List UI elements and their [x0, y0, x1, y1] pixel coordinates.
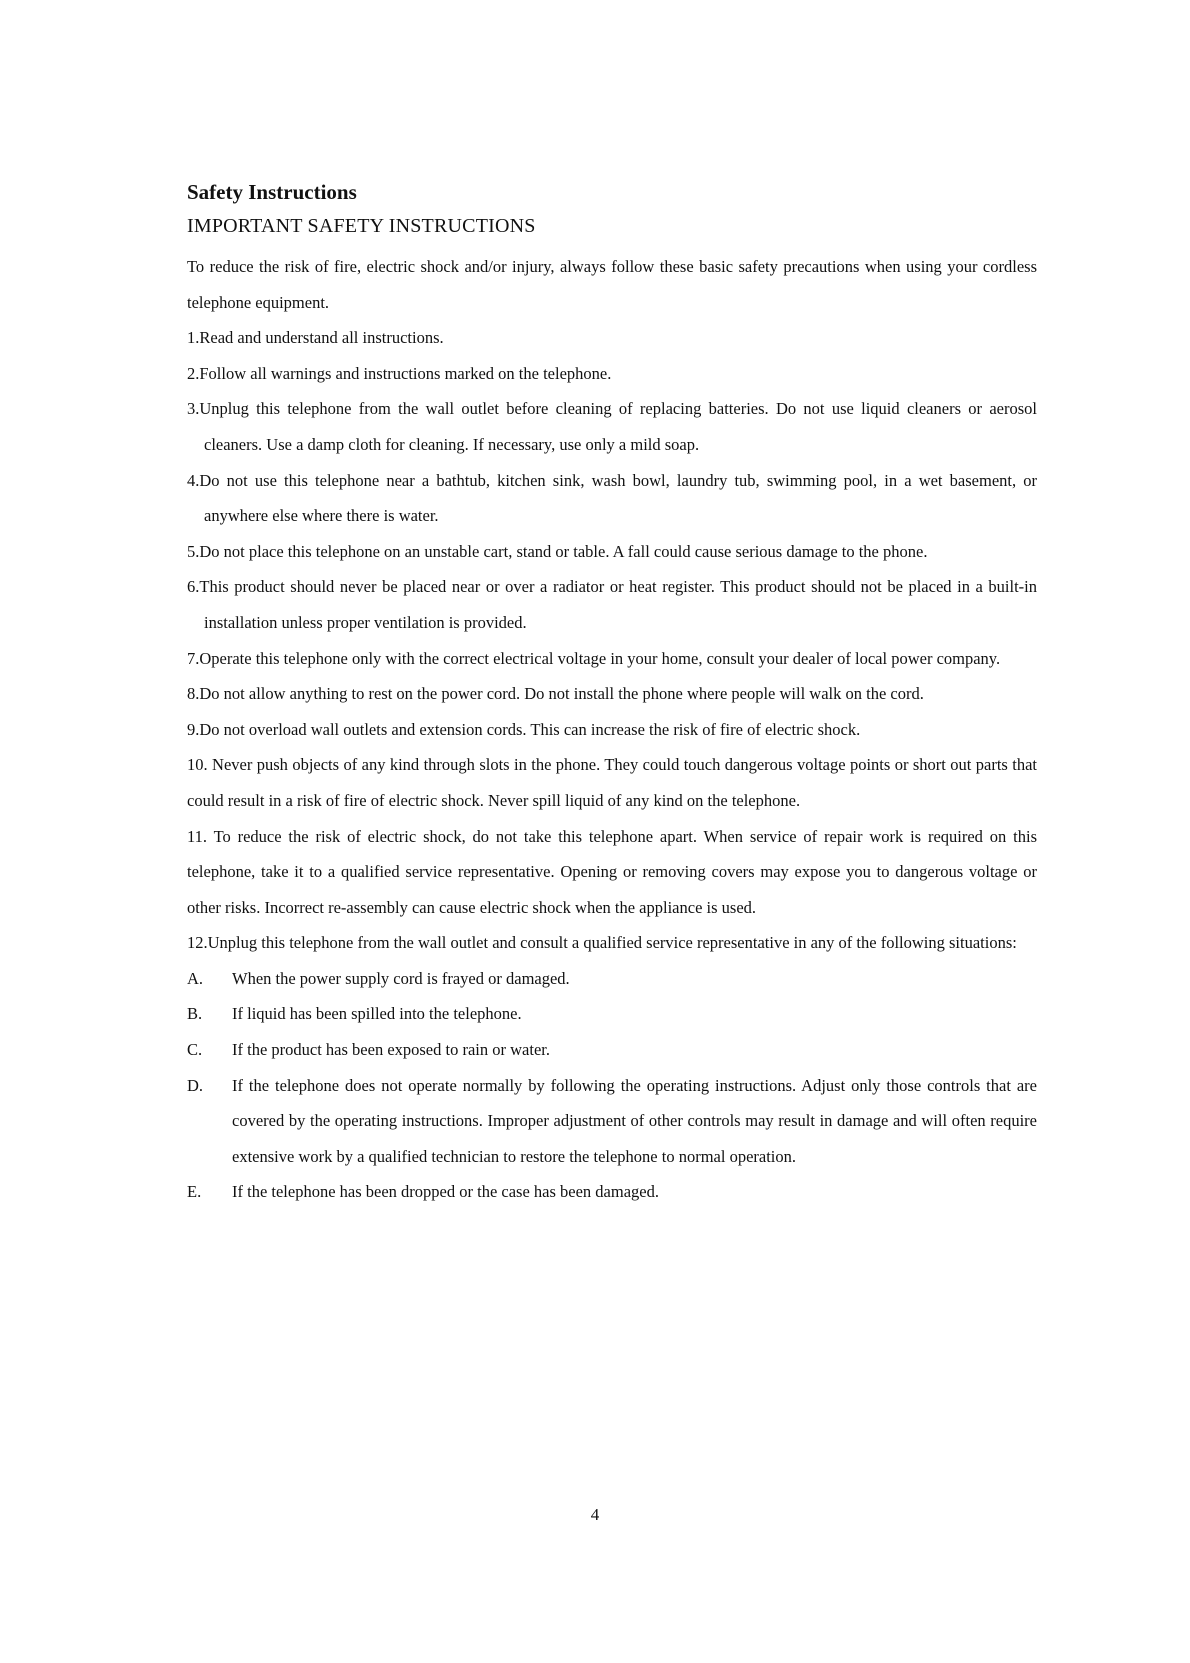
situation-text: If liquid has been spilled into the telephone.	[232, 1004, 522, 1024]
situation-text: If the product has been exposed to rain or water.	[232, 1040, 550, 1060]
situation-text: When the power supply cord is frayed or damaged.	[232, 968, 570, 988]
instruction-paragraph: 12.Unplug this telephone from the wall outlet and consult a qualified service representative in any of the following situations:	[187, 933, 1017, 953]
instruction-item: 4.Do not use this telephone near a bathtub, kitchen sink, wash bowl, laundry tub, swimming pool, in a wet basement, or anywhere else where there is water.	[187, 470, 1037, 526]
instruction-item: 1.Read and understand all instructions.	[187, 328, 444, 348]
instruction-paragraph: 11. To reduce the risk of electric shock, do not take this telephone apart. When service of repair work is required on this telephone, take it to a qualified service representative. Opening or removing covers may expose you to dangerous voltage or other risks. Incorrect re-assembly can cause electric shock when the appliance is used.	[187, 826, 1037, 917]
situation-item	[187, 1032, 1037, 1068]
instruction-item: 7.Operate this telephone only with the correct electrical voltage in your home, consult your dealer of local power company.	[187, 648, 1001, 668]
page-number: 4	[590, 1505, 600, 1524]
situation-letter: C.	[187, 1040, 203, 1060]
intro-paragraph: To reduce the risk of fire, electric shock and/or injury, always follow these basic safety precautions when using your cordless telephone equipment.	[187, 257, 1037, 312]
situation-text: If the telephone has been dropped or the case has been damaged.	[232, 1182, 659, 1202]
instruction-paragraph: 10. Never push objects of any kind through slots in the phone. They could touch dangerous voltage points or short out parts that could result in a risk of fire of electric shock. Never spill liquid of any kind on the telephone.	[187, 755, 1037, 810]
situation-letter: D.	[187, 1075, 204, 1095]
instructions-body	[187, 249, 1037, 1210]
situation-item	[187, 1174, 1037, 1210]
situation-letter: A.	[187, 968, 204, 988]
situation-item	[187, 961, 1037, 997]
instruction-item: 5.Do not place this telephone on an unstable cart, stand or table. A fall could cause serious damage to the phone.	[187, 541, 928, 561]
situation-text: If the telephone does not operate normally by following the operating instructions. Adjust only those controls that are covered by the operating instructions. Improper adjustment of other controls may result in damage and will often require extensive work by a qualified technician to restore the telephone to normal operation.	[232, 1075, 1037, 1166]
situation-letter: E.	[187, 1182, 202, 1202]
instruction-item: 6.This product should never be placed near or over a radiator or heat register. This product should not be placed in a built-in installation unless proper ventilation is provided.	[187, 577, 1037, 632]
instruction-item: 3.Unplug this telephone from the wall outlet before cleaning of replacing batteries. Do not use liquid cleaners or aerosol cleaners. Use a damp cloth for cleaning. If necessary, use only a mild soap.	[187, 399, 1037, 454]
section-heading: Safety Instructions	[187, 180, 357, 204]
situation-item	[187, 996, 1037, 1032]
instruction-item: 9.Do not overload wall outlets and extension cords. This can increase the risk of fire of electric shock.	[187, 719, 861, 739]
instruction-item: 2.Follow all warnings and instructions marked on the telephone.	[187, 363, 612, 383]
situation-item	[187, 1068, 1037, 1175]
situation-letter: B.	[187, 1004, 203, 1024]
section-subheading: IMPORTANT SAFETY INSTRUCTIONS	[187, 215, 536, 237]
instruction-item: 8.Do not allow anything to rest on the power cord. Do not install the phone where people will walk on the cord.	[187, 684, 924, 704]
